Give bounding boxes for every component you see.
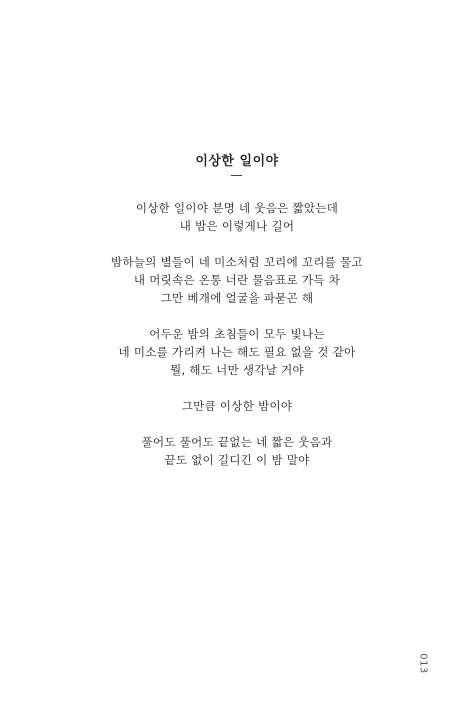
stanza (0, 253, 474, 307)
page-number: 013 (417, 653, 429, 674)
poem-line: 그만큼 이상한 밤이야 (181, 399, 293, 413)
poem-line: 그만 베개에 얼굴을 파묻곤 해 (160, 291, 314, 305)
poem-body (0, 199, 474, 487)
poem-line: 내 밤은 이렇게나 길어 (179, 219, 295, 233)
poem-line: 밤하늘의 별들이 네 미소처럼 꼬리에 꼬리를 물고 (111, 255, 363, 269)
stanza (0, 325, 474, 379)
poem-line: 풀어도 풀어도 끝없는 네 짧은 웃음과 (141, 435, 333, 449)
poem-line: 어두운 밤의 초침들이 모두 빛나는 (149, 327, 325, 341)
poem-title: 이상한 일이야 (195, 154, 279, 169)
poem-line: 네 미소를 가리켜 나는 해도 필요 없을 것 같아 (118, 345, 356, 359)
poem-line: 뭘, 해도 너만 생각날 거야 (170, 363, 304, 377)
poem-line: 내 머릿속은 온통 너란 물음표로 가득 차 (133, 273, 341, 287)
poem-line: 이상한 일이야 분명 네 웃음은 짧았는데 (135, 201, 339, 215)
title-underline (231, 175, 242, 176)
stanza (0, 397, 474, 415)
poem-line: 끝도 없이 길디긴 이 밤 말야 (164, 453, 310, 467)
stanza (0, 199, 474, 235)
stanza (0, 433, 474, 469)
